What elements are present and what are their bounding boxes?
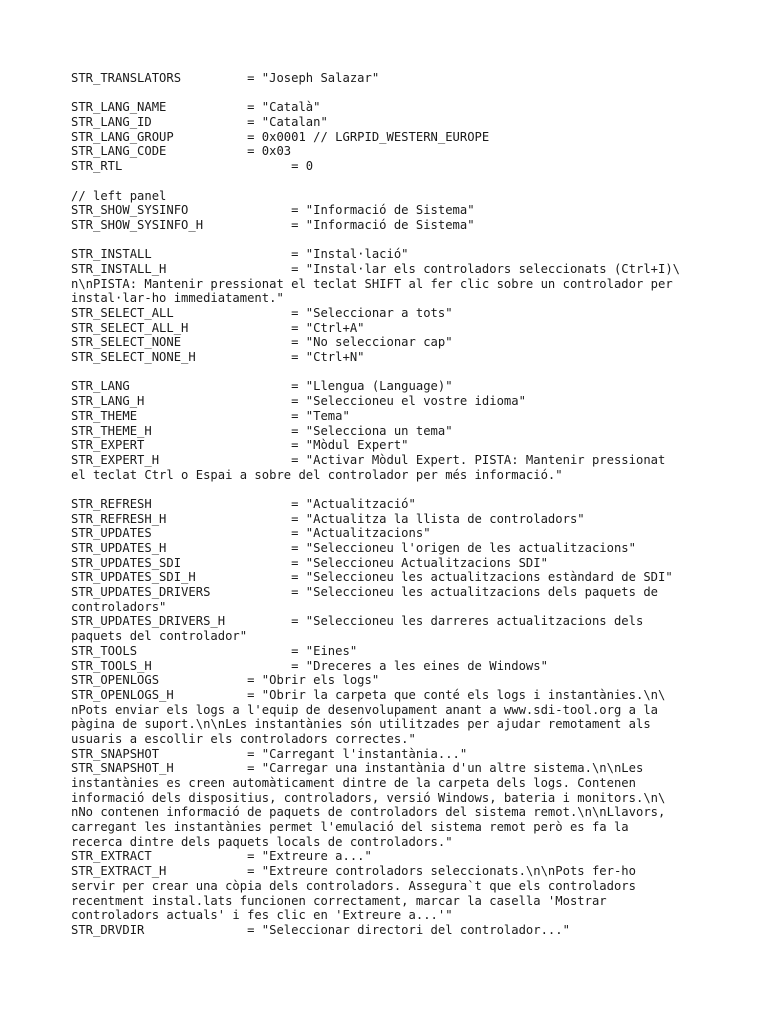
text-line: paquets del controlador": [71, 629, 248, 644]
text-line: recerca dintre dels paquets locals de controladors.": [71, 834, 453, 849]
text-line: informació dels dispositius, controladors, versió Windows, bateria i monitors.\n\: [71, 790, 666, 805]
text-line: nPots enviar els logs a l'equip de desenvolupament anant a www.sdi-tool.org a la: [71, 702, 658, 717]
text-line: STR_THEME = "Tema": [71, 408, 350, 423]
text-line: STR_DRVDIR = "Seleccionar directori del controlador...": [71, 922, 570, 937]
text-line: STR_INSTALL_H = "Instal·lar els controladors seleccionats (Ctrl+I)\: [71, 261, 681, 276]
text-line: nNo contenen informació de paquets de controladors del sistema remot.\n\nLlavors,: [71, 805, 666, 820]
text-line: STR_UPDATES_DRIVERS_H = "Seleccioneu les darreres actualitzacions dels: [71, 614, 644, 629]
blank-line: [71, 86, 711, 101]
language-file-text: [71, 71, 711, 938]
text-line: usuaris a escollir els controladors correctes.": [71, 731, 416, 746]
text-line: STR_LANG_GROUP = 0x0001 // LGRPID_WESTERN_EUROPE: [71, 129, 490, 144]
text-line: carregant les instantànies permet l'emulació del sistema remot però es fa la: [71, 820, 629, 835]
text-line: STR_THEME_H = "Selecciona un tema": [71, 423, 453, 438]
blank-line: [71, 482, 711, 497]
text-line: STR_SELECT_ALL = "Seleccionar a tots": [71, 306, 453, 320]
text-line: // left panel: [71, 188, 167, 203]
text-line: STR_SHOW_SYSINFO_H = "Informació de Sistema": [71, 217, 475, 232]
text-line: pàgina de suport.\n\nLes instantànies són utilitzades per ajudar remotament als: [71, 717, 651, 732]
text-line: el teclat Ctrl o Espai a sobre del controlador per més informació.": [71, 467, 563, 482]
text-line: STR_TRANSLATORS = "Joseph Salazar": [71, 71, 380, 85]
text-line: STR_SELECT_NONE_H = "Ctrl+N": [71, 350, 365, 365]
text-line: STR_INSTALL = "Instal·lació": [71, 247, 409, 262]
text-line: recentment instal.lats funcionen correctament, marcar la casella 'Mostrar: [71, 893, 607, 908]
text-line: STR_TOOLS = "Eines": [71, 643, 358, 658]
text-line: STR_UPDATES = "Actualitzacions": [71, 526, 431, 541]
text-line: STR_SHOW_SYSINFO = "Informació de Sistema": [71, 203, 475, 218]
text-line: STR_OPENLOGS_H = "Obrir la carpeta que conté els logs i instantànies.\n\: [71, 687, 666, 702]
text-line: servir per crear una còpia dels controladors. Assegura`t que els controladors: [71, 878, 636, 893]
text-line: STR_UPDATES_DRIVERS = "Seleccioneu les actualitzacions dels paquets de: [71, 585, 658, 600]
text-line: instal·lar-ho immediatament.": [71, 291, 284, 306]
text-line: STR_LANG_CODE = 0x03: [71, 144, 292, 159]
text-line: STR_EXTRACT = "Extreure a...": [71, 849, 372, 864]
text-line: STR_RTL = 0: [71, 159, 314, 174]
text-line: STR_LANG_H = "Seleccioneu el vostre idioma": [71, 394, 526, 409]
text-line: STR_UPDATES_SDI = "Seleccioneu Actualitzacions SDI": [71, 555, 548, 570]
text-line: STR_SELECT_NONE = "No seleccionar cap": [71, 335, 453, 350]
text-line: STR_REFRESH = "Actualització": [71, 496, 416, 511]
text-line: instantànies es creen automàticament dintre de la carpeta dels logs. Contenen: [71, 776, 636, 790]
text-line: STR_TOOLS_H = "Dreceres a les eines de Windows": [71, 658, 548, 673]
text-line: STR_SELECT_ALL_H = "Ctrl+A": [71, 320, 365, 335]
text-line: STR_REFRESH_H = "Actualitza la llista de controladors": [71, 511, 585, 526]
text-line: STR_LANG = "Llengua (Language)": [71, 379, 453, 394]
text-line: STR_EXPERT_H = "Activar Mòdul Expert. PISTA: Mantenir pressionat: [71, 452, 666, 467]
text-line: n\nPISTA: Mantenir pressionat el teclat SHIFT al fer clic sobre un controlador per: [71, 276, 673, 291]
text-line: STR_LANG_ID = "Catalan": [71, 115, 328, 130]
text-line: controladors": [71, 599, 167, 614]
blank-line: [71, 174, 711, 189]
text-line: STR_EXTRACT_H = "Extreure controladors seleccionats.\n\nPots fer-ho: [71, 864, 636, 879]
text-line: controladors actuals' i fes clic en 'Extreure a...'": [71, 908, 453, 923]
text-line: STR_SNAPSHOT_H = "Carregar una instantània d'un altre sistema.\n\nLes: [71, 761, 644, 776]
text-line: STR_LANG_NAME = "Català": [71, 100, 321, 115]
text-line: STR_UPDATES_SDI_H = "Seleccioneu les actualitzacions estàndard de SDI": [71, 570, 673, 585]
blank-line: [71, 365, 711, 380]
text-line: STR_OPENLOGS = "Obrir els logs": [71, 673, 380, 688]
text-line: STR_SNAPSHOT = "Carregant l'instantània...": [71, 746, 468, 761]
blank-line: [71, 233, 711, 248]
text-line: STR_UPDATES_H = "Seleccioneu l'origen de les actualitzacions": [71, 541, 636, 555]
text-line: STR_EXPERT = "Mòdul Expert": [71, 438, 409, 453]
